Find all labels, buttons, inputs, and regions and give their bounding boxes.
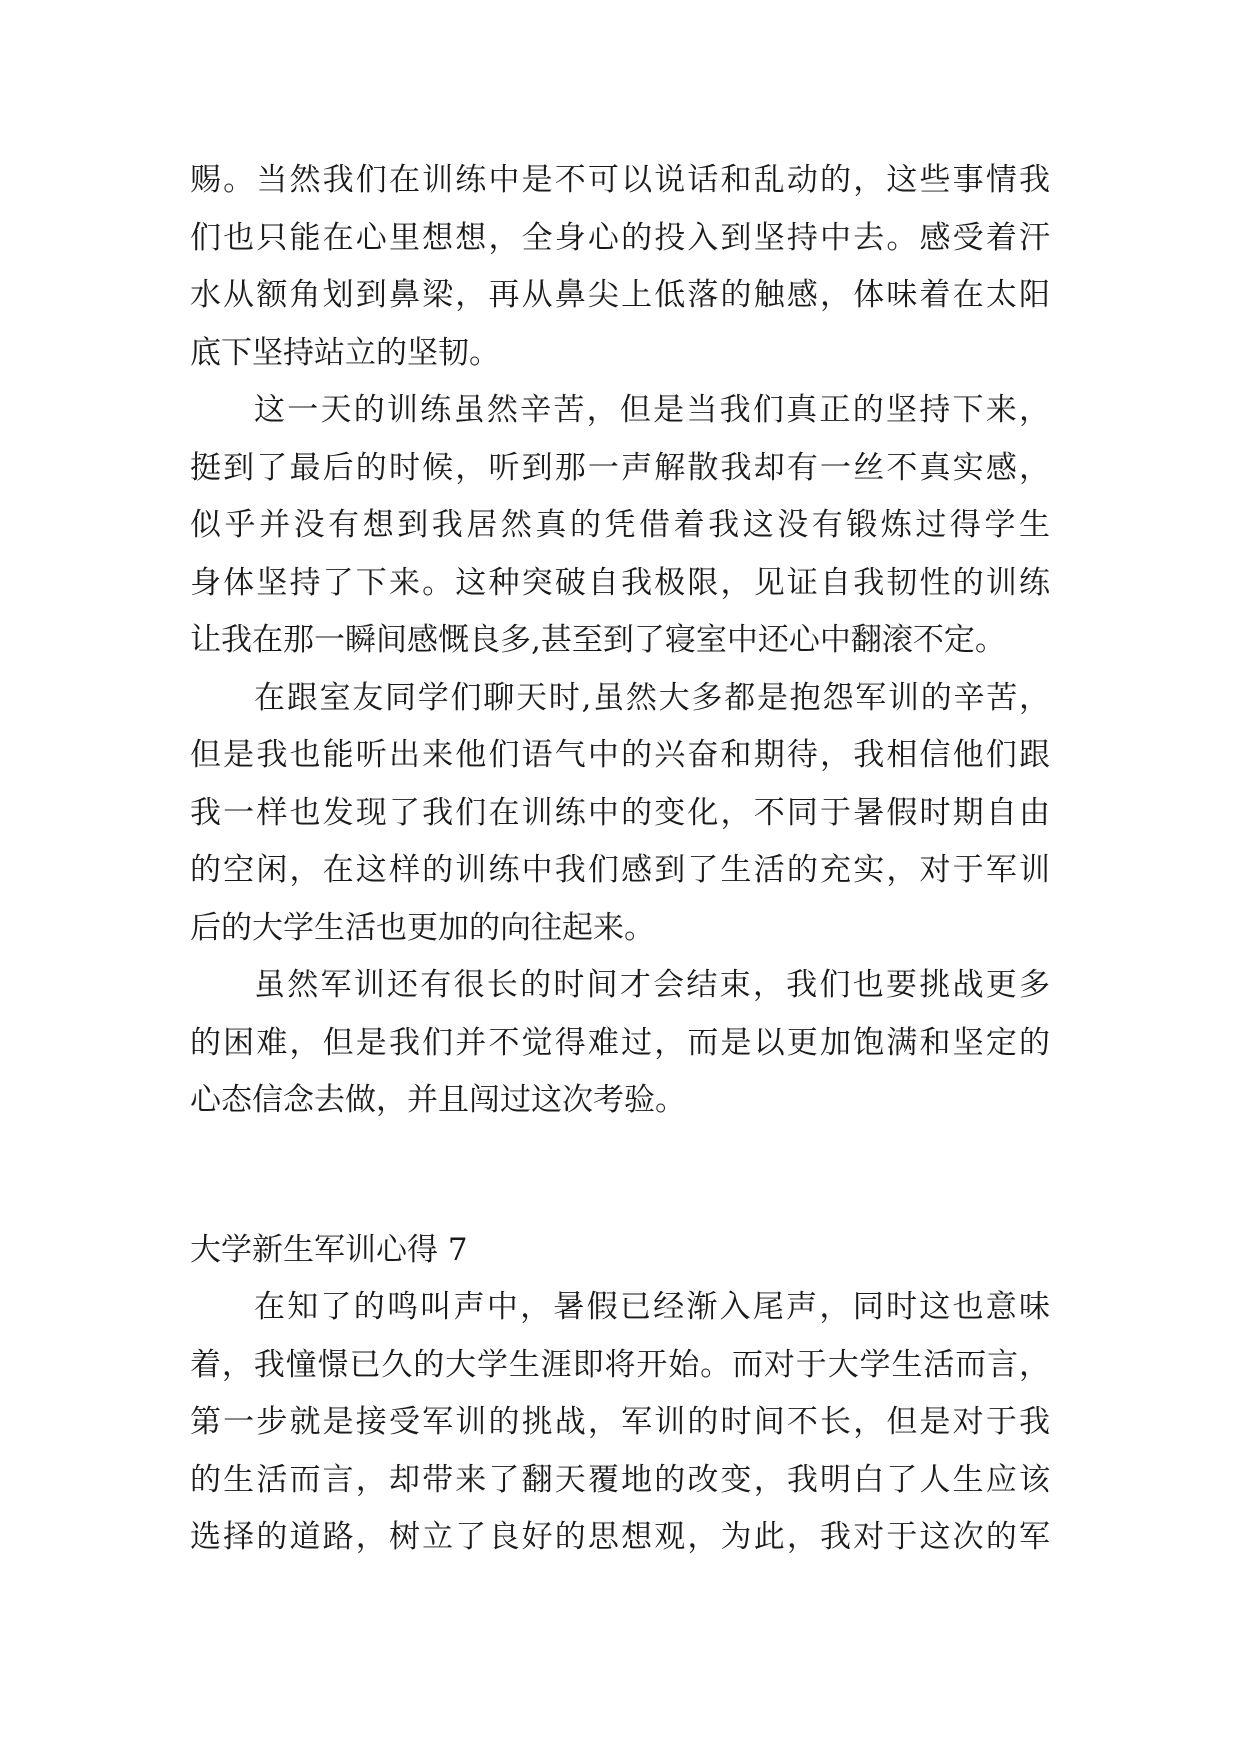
text-line: 的空闲，在这样的训练中我们感到了生活的充实，对于军训 [190, 852, 1050, 888]
body-text-top [190, 152, 1050, 1130]
text-line: 水从额角划到鼻梁，再从鼻尖上低落的触感，体味着在太阳 [190, 277, 1050, 313]
paragraph [190, 1279, 1050, 1567]
text-line: 虽然军训还有很长的时间才会结束，我们也要挑战更多 [254, 967, 1050, 1003]
text-line: 的困难，但是我们并不觉得难过，而是以更加饱满和坚定的 [190, 1024, 1050, 1061]
text-line: 第一步就是接受军训的挑战，军训的时间不长，但是对于我 [190, 1404, 1050, 1440]
paragraph [190, 152, 1050, 382]
text-line: 让我在那一瞬间感慨良多,甚至到了寝室中还心中翻滚不定。 [190, 622, 1006, 658]
text-line: 但是我也能听出来他们语气中的兴奋和期待，我相信他们跟 [190, 737, 1050, 773]
text-line: 们也只能在心里想想，全身心的投入到坚持中去。感受着汗 [190, 219, 1050, 256]
text-line: 后的大学生活也更加的向往起来。 [190, 909, 655, 946]
text-line: 着，我憧憬已久的大学生涯即将开始。而对于大学生活而言， [190, 1346, 1050, 1383]
paragraph [190, 957, 1050, 1130]
section-heading: 大学新生军训心得 7 [190, 1232, 468, 1268]
text-line: 挺到了最后的时候，听到那一声解散我却有一丝不真实感， [190, 449, 1050, 486]
text-line: 似乎并没有想到我居然真的凭借着我这没有锻炼过得学生 [190, 507, 1050, 543]
text-line: 身体坚持了下来。这种突破自我极限，见证自我韧性的训练 [190, 564, 1050, 601]
text-line: 心态信念去做，并且闯过这次考验。 [190, 1082, 686, 1118]
body-text-bottom [190, 1279, 1050, 1567]
text-line: 在知了的鸣叫声中，暑假已经渐入尾声，同时这也意味 [254, 1289, 1050, 1325]
text-line: 的生活而言，却带来了翻天覆地的改变，我明白了人生应该 [190, 1461, 1050, 1498]
text-line: 底下坚持站立的坚韧。 [190, 334, 500, 371]
text-line: 这一天的训练虽然辛苦，但是当我们真正的坚持下来， [254, 392, 1050, 428]
text-line: 我一样也发现了我们在训练中的变化，不同于暑假时期自由 [190, 794, 1050, 831]
text-line: 选择的道路，树立了良好的思想观，为此，我对于这次的军 [190, 1519, 1050, 1555]
paragraph [190, 670, 1050, 958]
paragraph [190, 382, 1050, 670]
text-line: 在跟室友同学们聊天时,虽然大多都是抱怨军训的辛苦， [254, 679, 1050, 716]
text-line: 赐。当然我们在训练中是不可以说话和乱动的，这些事情我 [190, 162, 1050, 198]
